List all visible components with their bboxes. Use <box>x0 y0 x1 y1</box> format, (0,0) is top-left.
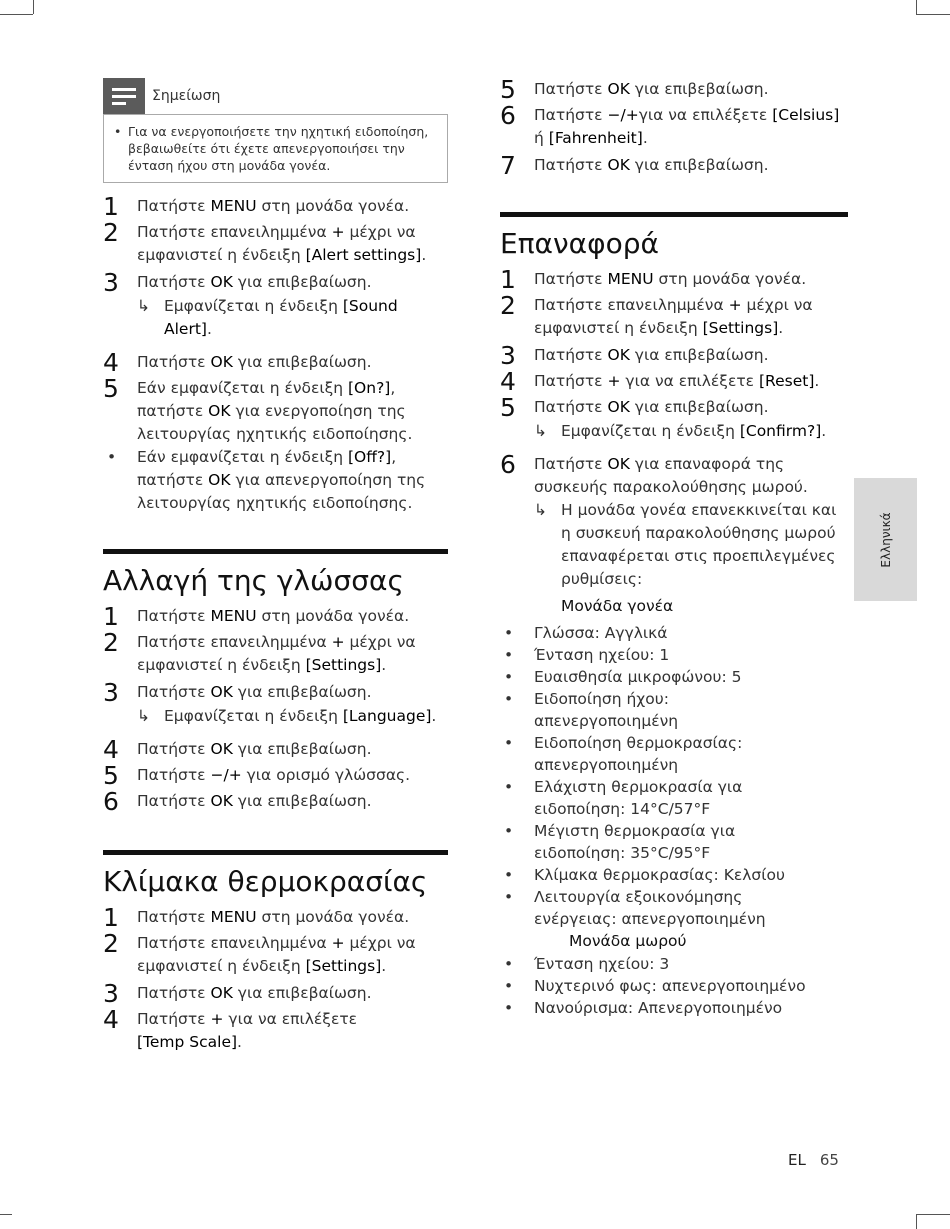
language-side-tab <box>854 478 917 601</box>
list-item: • Ένταση ηχείου: 1 <box>504 646 670 664</box>
parent-unit-heading: Μονάδα γονέα <box>561 597 674 615</box>
section-rule <box>103 850 448 855</box>
list-item: • Κλίμακα θερμοκρασίας: Κελσίου <box>504 866 785 884</box>
section-rule <box>500 212 848 217</box>
alert-step-4: 4 Πατήστε OK για επιβεβαίωση. <box>103 348 372 377</box>
list-item: • Ελάχιστη θερμοκρασία για ειδοποίηση: 14°C/57°F <box>504 778 743 818</box>
temp-step-2: 2 Πατήστε επανειλημμένα + μέχρι να εμφανιστεί η ένδειξη [Settings]. <box>103 929 416 975</box>
crop-mark <box>916 14 950 15</box>
list-item: • Νυχτερινό φως: απενεργοποιημένο <box>504 977 806 995</box>
crop-mark <box>33 0 34 14</box>
note-title: Σημείωση <box>152 88 221 104</box>
baby-unit-heading: Μονάδα μωρού <box>569 932 687 950</box>
list-item: • Ειδοποίηση ήχου: απενεργοποιημένη <box>504 690 679 730</box>
reset-step-3: 3 Πατήστε OK για επιβεβαίωση. <box>500 341 769 370</box>
lang-step-1: 1 Πατήστε MENU στη μονάδα γονέα. <box>103 602 410 631</box>
result-arrow-icon: ↳ <box>137 707 150 725</box>
temp-step-4: 4 Πατήστε + για να επιλέξετε [Temp Scale]. <box>103 1005 358 1051</box>
section-heading-language: Αλλαγή της γλώσσας <box>103 564 404 597</box>
page-footer <box>788 1151 839 1169</box>
section-heading-reset: Επαναφορά <box>500 227 659 260</box>
reset-step-5-result: ↳ Εμφανίζεται η ένδειξη [Confirm?]. <box>534 420 848 443</box>
result-arrow-icon: ↳ <box>534 501 547 519</box>
reset-step-1: 1 Πατήστε MENU στη μονάδα γονέα. <box>500 265 807 294</box>
page-number: 65 <box>819 1151 839 1169</box>
temp-step-6: 6 Πατήστε −/+για να επιλέξετε [Celsius] ή [Fahrenheit]. <box>500 101 840 147</box>
alert-bullet-off: • Εάν εμφανίζεται η ένδειξη [Off?], πατήστε OK για απενεργοποίηση της λειτουργίας ηχητικής ειδοποίησης. <box>103 446 448 515</box>
parent-unit-defaults <box>500 622 848 930</box>
temp-step-1: 1 Πατήστε MENU στη μονάδα γονέα. <box>103 903 410 932</box>
bullet-icon: • <box>107 448 117 466</box>
note-icon <box>103 78 145 114</box>
reset-step-5: 5 Πατήστε OK για επιβεβαίωση. <box>500 393 769 422</box>
list-item: • Λειτουργία εξοικονόμησης ενέργειας: απενεργοποιημένη <box>504 888 766 928</box>
list-item: • Ευαισθησία μικροφώνου: 5 <box>504 668 742 686</box>
crop-mark <box>916 1214 917 1229</box>
section-heading-temp-scale: Κλίμακα θερμοκρασίας <box>103 865 428 898</box>
alert-step-2: 2 Πατήστε επανειλημμένα + μέχρι να εμφανιστεί η ένδειξη [Alert settings]. <box>103 218 427 264</box>
section-rule <box>103 549 448 554</box>
alert-step-5: 5 Εάν εμφανίζεται η ένδειξη [On?], πατήστε OK για ενεργοποίηση της λειτουργίας ηχητικής ειδοποίησης. <box>103 374 413 443</box>
alert-step-3-result: ↳ Εμφανίζεται η ένδειξη [Sound Alert]. <box>137 295 448 341</box>
list-item: • Γλώσσα: Αγγλικά <box>504 624 668 642</box>
result-arrow-icon: ↳ <box>137 297 150 315</box>
result-arrow-icon: ↳ <box>534 422 547 440</box>
list-item: • Ειδοποίηση θερμοκρασίας: απενεργοποιημένη <box>504 734 743 774</box>
temp-step-3: 3 Πατήστε OK για επιβεβαίωση. <box>103 979 372 1008</box>
lang-step-3-result: ↳ Εμφανίζεται η ένδειξη [Language]. <box>137 705 448 728</box>
lang-step-3: 3 Πατήστε OK για επιβεβαίωση. <box>103 678 372 707</box>
list-item: • Ένταση ηχείου: 3 <box>504 955 670 973</box>
temp-step-7: 7 Πατήστε OK για επιβεβαίωση. <box>500 151 769 180</box>
lang-step-2: 2 Πατήστε επανειλημμένα + μέχρι να εμφανιστεί η ένδειξη [Settings]. <box>103 628 416 674</box>
note-text: Για να ενεργοποιήσετε την ηχητική ειδοποίηση, βεβαιωθείτε ότι έχετε απενεργοποιήσει την ένταση ήχου στη μονάδα γονέα. <box>128 124 429 173</box>
lang-step-5: 5 Πατήστε −/+ για ορισμό γλώσσας. <box>103 761 411 790</box>
crop-mark <box>0 1214 12 1215</box>
reset-step-4: 4 Πατήστε + για να επιλέξετε [Reset]. <box>500 367 820 396</box>
reset-step-6: 6 Πατήστε OK για επαναφορά της συσκευής παρακολούθησης μωρού. <box>500 450 808 496</box>
crop-mark <box>916 1214 950 1215</box>
note-header <box>103 78 448 114</box>
temp-step-5: 5 Πατήστε OK για επιβεβαίωση. <box>500 75 769 104</box>
crop-mark <box>916 0 917 14</box>
side-tab-label: Ελληνικά <box>878 511 893 568</box>
alert-step-3: 3 Πατήστε OK για επιβεβαίωση. <box>103 268 372 297</box>
list-item: • Μέγιστη θερμοκρασία για ειδοποίηση: 35°C/95°F <box>504 822 736 862</box>
reset-step-6-result: ↳ Η μονάδα γονέα επανεκκινείται και η συσκευή παρακολούθησης μωρού επαναφέρεται στις προεπιλεγμένες ρυθμίσεις: <box>534 499 848 591</box>
lang-step-6: 6 Πατήστε OK για επιβεβαίωση. <box>103 787 372 816</box>
bullet-icon: • <box>114 124 122 139</box>
list-item: • Νανούρισμα: Απενεργοποιημένο <box>504 999 783 1017</box>
note-box <box>103 114 448 183</box>
reset-step-2: 2 Πατήστε επανειλημμένα + μέχρι να εμφανιστεί η ένδειξη [Settings]. <box>500 291 813 337</box>
lang-step-4: 4 Πατήστε OK για επιβεβαίωση. <box>103 735 372 764</box>
crop-mark <box>0 14 33 15</box>
right-column <box>500 75 848 1019</box>
left-column <box>103 78 448 1054</box>
alert-step-1: 1 Πατήστε MENU στη μονάδα γονέα. <box>103 192 410 221</box>
baby-unit-defaults <box>500 953 848 1019</box>
footer-language: EL <box>788 1151 806 1169</box>
